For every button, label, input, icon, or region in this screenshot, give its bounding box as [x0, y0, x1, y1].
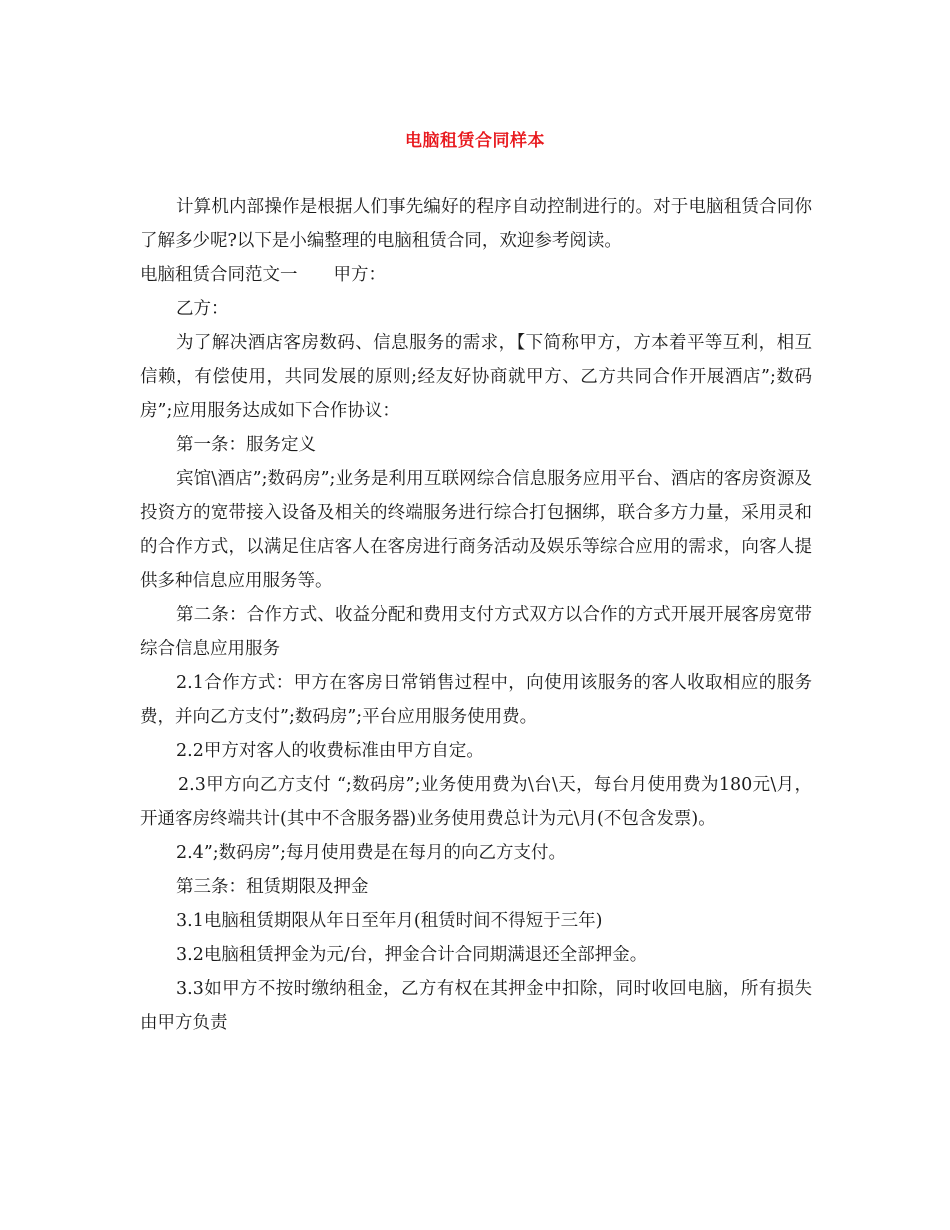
clause-3-1: 3.1电脑租赁期限从年日至年月(租赁时间不得短于三年) — [176, 911, 603, 931]
party-a-label: 甲方： — [333, 265, 386, 285]
contract-heading-line — [140, 258, 812, 292]
clause-3-3: 3.3如甲方不按时缴纳租金，乙方有权在其押金中扣除，同时收回电脑，所有损失由甲方负责 — [140, 979, 812, 1033]
clause-2-3: 2.3甲方向乙方支付 “;数码房”;业务使用费为\台\天，每台月使用费为180元\月，开通客房终端共计(其中不含服务器)业务使用费总计为元\月(不包含发票)。 — [140, 775, 812, 829]
clause-3-2: 3.2电脑租赁押金为元/台，押金合计合同期满退还全部押金。 — [176, 945, 648, 965]
document-body — [140, 190, 812, 1040]
purpose-paragraph: 为了解决酒店客房数码、信息服务的需求，【下简称甲方，方本着平等互利，相互信赖，有偿使用，共同发展的原则;经友好协商就甲方、乙方共同合作开展酒店”;数码房”;应用服务达成如下合作协议： — [140, 333, 812, 421]
document-title: 电脑租赁合同样本 — [405, 131, 545, 151]
article-1-body: 宾馆\酒店”;数码房”;业务是利用互联网综合信息服务应用平台、酒店的客房资源及投资方的宽带接入设备及相关的终端服务进行综合打包捆绑，联合多方力量，采用灵和的合作方式，以满足住店客人在客房进行商务活动及娱乐等综合应用的需求，向客人提供多种信息应用服务等。 — [140, 469, 812, 591]
contract-example-label: 电脑租赁合同范文一 — [140, 265, 298, 285]
clause-2-2: 2.2甲方对客人的收费标准由甲方自定。 — [176, 741, 484, 761]
clause-2-1: 2.1合作方式：甲方在客房日常销售过程中，向使用该服务的客人收取相应的服务费，并向乙方支付”;数码房”;平台应用服务使用费。 — [140, 673, 812, 727]
clause-2-4: 2.4”;数码房”;每月使用费是在每月的向乙方支付。 — [176, 843, 567, 863]
article-2-heading: 第二条：合作方式、收益分配和费用支付方式双方以合作的方式开展开展客房宽带综合信息应用服务 — [140, 605, 812, 659]
article-3-heading: 第三条：租赁期限及押金 — [176, 877, 369, 897]
intro-paragraph: 计算机内部操作是根据人们事先编好的程序自动控制进行的。对于电脑租赁合同你了解多少呢?以下是小编整理的电脑租赁合同，欢迎参考阅读。 — [140, 197, 812, 251]
article-1-heading: 第一条：服务定义 — [176, 435, 316, 455]
party-b-label: 乙方： — [176, 299, 229, 319]
